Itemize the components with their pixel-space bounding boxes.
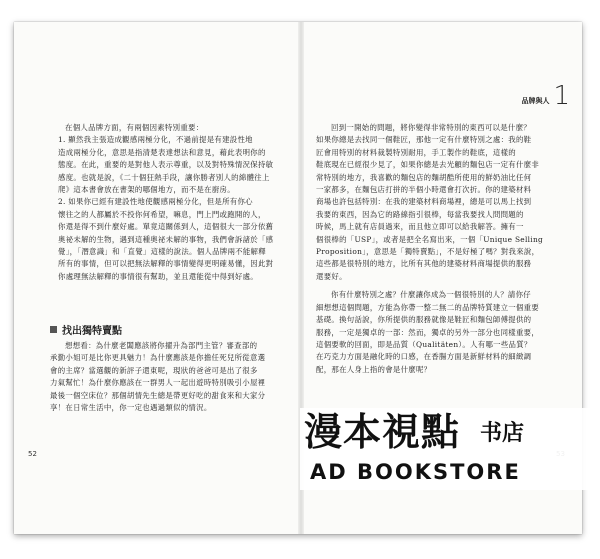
watermark-subtitle: 书店 [480,420,525,446]
text-line: 時候，馬上就有店員過來，而且他立即可以給我解答。擁有一 [316,222,524,232]
left-text-top [50,122,273,283]
text-line: 在個人品牌方面，有兩個因素特別重要： [65,123,204,132]
text-line: 態度。在此，重要的是對他人表示尊重，以及對特殊情況保持敏 [58,160,274,170]
text-line: 如果你總是去找同一個鞋匠，那他一定有什麼特別之處：我的鞋 [316,135,532,145]
running-title: 品牌與人 [521,96,550,105]
right-text [316,122,543,376]
text-line: 想想看：為什麼老闆應該將你擢升為部門主管？審查部的 [65,341,258,350]
text-line: 常特別的地方，我喜歡的麵包店的麵胡酷所使用的鮮奶油比任何 [316,172,532,182]
text-line: 細想想這個問題，方能為你帶一整二無二的品牌特質建立一個重要 [316,302,540,312]
text-line: 力氣幫忙！為什麼你應該在一群男人一起出遊時特別吸引小屋裡 [50,378,266,388]
text-line: 在巧克力方面是融化時的口感，在香腸方面是新鮮材料的細緻調 [316,352,532,362]
text-line: 覺」，「潛意識」和「直覺」這樣的說法。個人品牌兩不能解釋 [58,247,266,257]
text-line: 你還是得不到什麼好處。單竟這關係到人，這個很大一部分依舊 [58,222,274,232]
running-head [521,81,570,111]
text-line: 造成兩極分化，意思是指清楚表達想法和意見，藉此表明你的 [58,147,266,157]
text-line: 鞋底現在已經很少見了，如果你總是去光顧的麵包店一定有什麼非 [316,160,540,170]
section-heading-text: 找出獨特賣點 [62,326,122,337]
text-line: Proposition」，意思是「獨特賣點」，不是好極了嗎？對我來說， [316,247,540,257]
text-line: 懷往之的人都屬於不投你何希望，嘛息，門上門或跑開的人， [58,209,266,219]
text-line: 個很棒的「USP」，或者是把全名寫出來，一個「Unique Selling [316,234,544,244]
left-page [14,22,298,534]
text-line: 你處理無法解釋的事情很有幫助，並且還能從中得到好處。 [58,271,258,281]
text-line: 所有的事情，但可以把無法解釋的事情變得更明確易懂，因此對 [58,259,274,269]
text-line: 回到一開始的問題，將你變得非常特別的東西可以是什麼？ [331,123,531,132]
text-line: 感度。也就是說，《二十個狂熱手段，讓你勝者別人的綿體往上 [58,172,270,182]
text-line: 2. 如果你已經有建設性地使觀感兩極分化，但是所有你心 [58,197,253,207]
text-line: 服務，一定是獨卓的一部：然而，獨卓的另外一部分也同樣重要， [316,327,540,337]
store-watermark [300,408,596,490]
text-line: 匠會用特別的材料裁製特別耐用，手工製作的鞋底，這樣的 [316,147,516,157]
text-line: 我要的東西，因為它的路線指引很棒，每當我要找人問問題的 [316,209,524,219]
text-line: 還要好。 [316,271,347,281]
folio-left: 52 [28,450,37,458]
chapter-number: 1 [553,81,570,111]
text-line: 爬》這本書會放在書架的哪個地方，而不是在廚房。 [58,185,235,195]
heading-marker-icon [50,326,57,333]
text-line: 這些都是很特別的地方，比所有其他的建築材料商場提供的服務 [316,259,532,269]
text-line: 會的主席？當選觀的新評子還東呢，現狀的爸爸可是出了很多 [50,365,258,375]
section-heading [50,322,280,337]
text-line: 最後一個空床位？那個胡情先生總是帶更好吃的甜食來和大家分 [50,390,266,400]
text-line: 配，那在人身上指的會是什麼呢？ [316,364,432,374]
left-text-bottom [50,340,265,414]
text-line: 享！在日常生活中，你一定也遇過類似的情況。 [50,403,212,413]
text-line: 承勤小姐可是比你更具魅力！為什麼應該是你擔任死兒所從意選 [50,353,266,363]
text-line: 1. 顯然我主張造成觀感兩極分化，不過前提是有建設性地 [58,135,253,145]
text-line: 奧祕未解的生物，遇到這種奧祕未解的事物，我們會訴諸於「感 [58,234,274,244]
watermark-english: AD BOOKSTORE [310,460,521,484]
text-line: 這個要軟的回面，即是品質（Qualitäten）。人有哪一些品質？ [316,339,532,349]
text-line: 一家都多，在麵包店打拼的半個小時還會打次折。你的建築材料 [316,185,532,195]
text-line: 基礎。換句話說，你所提供的服務就像是鞋匠和麵包師傅提供的 [316,315,532,325]
watermark-logo: 漫本視點 [304,410,461,454]
text-line: 商場也許包括特別：在我的建築材料商場裡，總是可以馬上找到 [316,197,532,207]
text-line: 你有什麼特別之處？什麼讓你成為一個很特別的人？請你仔 [331,290,531,300]
